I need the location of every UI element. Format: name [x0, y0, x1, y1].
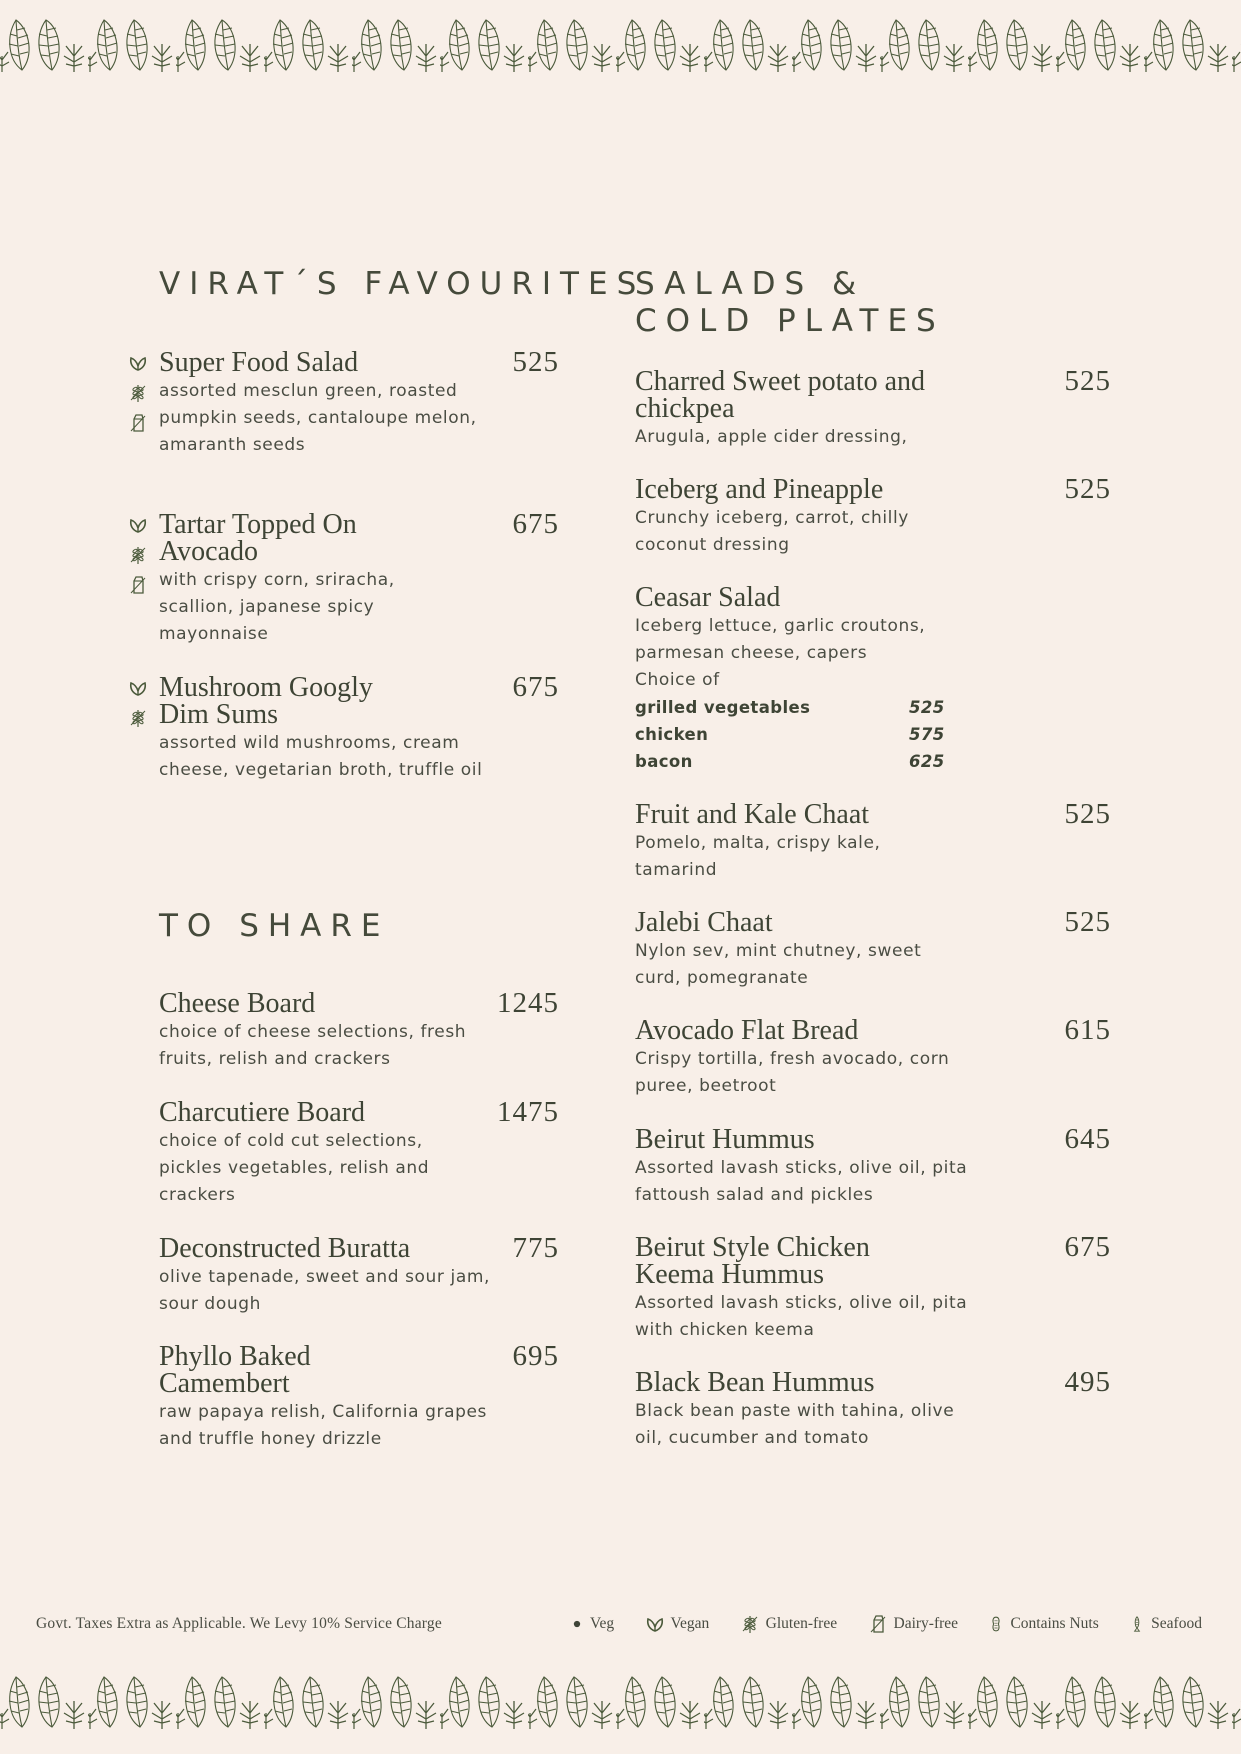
choice-label: Choice of	[635, 670, 720, 690]
item-name: Ceasar Salad	[635, 582, 781, 613]
item-price: 695	[512, 1340, 559, 1372]
item-description: Arugula, apple cider dressing,	[635, 427, 908, 447]
item-description: Pomelo, malta, crispy kale, tamarind	[635, 833, 881, 880]
choice-name: bacon	[635, 752, 693, 771]
menu-item	[635, 1366, 1111, 1452]
choice-option	[635, 748, 1111, 775]
legend-label: Gluten-free	[765, 1615, 838, 1632]
item-name: Black Bean Hummus	[635, 1367, 875, 1398]
vegan-icon	[128, 353, 150, 380]
item-description: choice of cold cut selections, pickles vegetables, relish and crackers	[159, 1131, 430, 1205]
item-name: Deconstructed Buratta	[159, 1233, 411, 1264]
contains-nuts-icon	[988, 1614, 1004, 1634]
seafood-icon	[1129, 1613, 1145, 1635]
menu-item	[159, 1096, 559, 1209]
section-title-line: COLD PLATES	[635, 303, 945, 339]
menu-item	[159, 671, 559, 784]
item-price: 645	[1064, 1123, 1111, 1155]
legend-label: Seafood	[1151, 1615, 1202, 1632]
item-price: 525	[1064, 473, 1111, 505]
decorative-leaf-border-bottom	[0, 1673, 1241, 1729]
dietary-icons	[128, 675, 150, 735]
item-price: 525	[1064, 906, 1111, 938]
item-name: Tartar Topped On Avocado	[159, 509, 357, 567]
menu-item	[635, 365, 1111, 451]
item-price: 615	[1064, 1014, 1111, 1046]
item-name: Avocado Flat Bread	[635, 1015, 859, 1046]
choice-price: 525	[909, 698, 945, 717]
item-price: 525	[1064, 798, 1111, 830]
menu-item	[159, 346, 559, 459]
vegan-icon	[645, 1614, 665, 1634]
item-name: Cheese Board	[159, 988, 316, 1019]
menu-item	[635, 906, 1111, 992]
item-name: Fruit and Kale Chaat	[635, 799, 870, 830]
dairy-free-icon	[128, 413, 150, 440]
menu-item	[159, 1232, 559, 1318]
dietary-icons	[128, 350, 150, 440]
item-price: 525	[512, 346, 559, 378]
choice-option	[635, 694, 1111, 721]
legend-item-dairy-free	[868, 1614, 959, 1634]
item-name: Iceberg and Pineapple	[635, 474, 884, 505]
item-name: Super Food Salad	[159, 347, 359, 378]
section-title-to-share: TO SHARE	[159, 908, 390, 944]
item-description: Iceberg lettuce, garlic croutons, parmesan cheese, capers	[635, 616, 926, 663]
legend-item-vegan	[645, 1614, 710, 1634]
item-price: 495	[1064, 1366, 1111, 1398]
choice-name: grilled vegetables	[635, 698, 811, 717]
item-name: Charcutiere Board	[159, 1097, 366, 1128]
menu-item	[635, 1014, 1111, 1100]
menu-item	[159, 1340, 559, 1453]
choice-name: chicken	[635, 725, 709, 744]
vegan-icon	[128, 515, 150, 542]
legend-item-seafood	[1129, 1613, 1202, 1635]
vegan-icon	[128, 678, 150, 705]
gluten-free-icon	[740, 1614, 760, 1634]
item-description: Crunchy iceberg, carrot, chilly coconut dressing	[635, 508, 909, 555]
item-price: 1475	[497, 1096, 559, 1128]
item-description: Assorted lavash sticks, olive oil, pita fattoush salad and pickles	[635, 1158, 968, 1205]
tax-service-note: Govt. Taxes Extra as Applicable. We Levy 10% Service Charge	[36, 1615, 442, 1632]
veg-dot-icon	[570, 1617, 584, 1631]
item-description: Assorted lavash sticks, olive oil, pita with chicken keema	[635, 1293, 968, 1340]
item-name: Jalebi Chaat	[635, 907, 773, 938]
legend-label: Vegan	[670, 1615, 710, 1632]
dairy-free-icon	[868, 1614, 888, 1634]
item-description: Nylon sev, mint chutney, sweet curd, pomegranate	[635, 941, 922, 988]
choice-option	[635, 721, 1111, 748]
menu-item	[635, 1123, 1111, 1209]
item-price: 675	[512, 671, 559, 703]
item-description: Crispy tortilla, fresh avocado, corn puree, beetroot	[635, 1049, 950, 1096]
gluten-free-icon	[128, 383, 150, 410]
item-price: 675	[1064, 1231, 1111, 1263]
menu-item	[635, 1231, 1111, 1344]
item-description: Black bean paste with tahina, olive oil, cucumber and tomato	[635, 1401, 955, 1448]
legend-label: Dairy-free	[893, 1615, 959, 1632]
choice-price: 575	[909, 725, 945, 744]
item-description: with crispy corn, sriracha, scallion, japanese spicy mayonnaise	[159, 570, 395, 644]
item-description: olive tapenade, sweet and sour jam, sour dough	[159, 1267, 491, 1314]
dietary-legend	[570, 1613, 1202, 1635]
dietary-icons	[128, 512, 150, 602]
item-price: 675	[512, 508, 559, 540]
item-price: 1245	[497, 987, 559, 1019]
gluten-free-icon	[128, 708, 150, 735]
menu-item	[635, 798, 1111, 884]
section-title-line: SALADS &	[635, 266, 866, 302]
item-name: Charred Sweet potato and chickpea	[635, 366, 926, 424]
item-name: Mushroom Googly Dim Sums	[159, 672, 373, 730]
legend-label: Veg	[590, 1615, 615, 1632]
choice-price: 625	[909, 752, 945, 771]
legend-item-contains-nuts	[988, 1614, 1098, 1634]
item-price: 525	[1064, 365, 1111, 397]
menu-item	[635, 473, 1111, 559]
legend-item-veg	[570, 1615, 614, 1633]
gluten-free-icon	[128, 545, 150, 572]
item-description: choice of cheese selections, fresh fruits, relish and crackers	[159, 1022, 467, 1069]
menu-item	[159, 508, 559, 648]
item-name: Beirut Style Chicken Keema Hummus	[635, 1232, 870, 1290]
dairy-free-icon	[128, 575, 150, 602]
item-description: raw papaya relish, California grapes and truffle honey drizzle	[159, 1402, 488, 1449]
decorative-leaf-border-top	[0, 16, 1241, 72]
item-name: Phyllo Baked Camembert	[159, 1341, 311, 1399]
section-title-favourites: VIRAT´S FAVOURITES	[159, 266, 646, 302]
legend-label: Contains Nuts	[1010, 1615, 1099, 1632]
item-name: Beirut Hummus	[635, 1124, 815, 1155]
item-description: assorted wild mushrooms, cream cheese, vegetarian broth, truffle oil	[159, 733, 483, 780]
item-price: 775	[512, 1232, 559, 1264]
menu-item	[635, 584, 1111, 775]
item-description: assorted mesclun green, roasted pumpkin seeds, cantaloupe melon, amaranth seeds	[159, 381, 477, 455]
menu-item	[159, 987, 559, 1073]
section-title-salads	[635, 266, 945, 340]
legend-item-gluten-free	[740, 1614, 837, 1634]
